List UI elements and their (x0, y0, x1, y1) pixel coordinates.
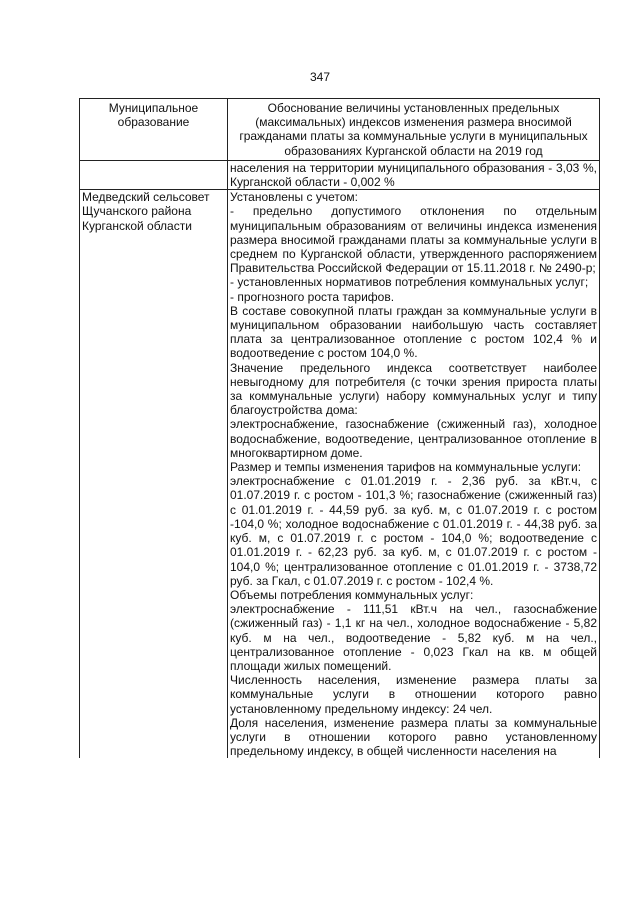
header-justification: Обоснование величины установленных предельных (максимальных) индексов изменения размера вносимой гражданами платы за коммунальные услуги в муниципальных образованиях Курганской области на 2019 год (228, 99, 600, 161)
paragraph-tariffs-heading: Размер и темпы изменения тарифов на коммунальные услуги: (230, 460, 582, 475)
paragraph-basis-intro: Установлены с учетом: (230, 190, 358, 205)
paragraph-largest-share: В составе совокупной платы граждан за коммунальные услуги в муниципальном образовании наибольшую часть составляет плата за централизованное отопление с ростом 102,4 % и водоотведение с ростом 104,0 %. (230, 303, 597, 361)
paragraph-population: Численность населения, изменение размера платы за коммунальные услуги в отношении которого равно установленному предельному индексу: 24 чел. (230, 673, 597, 716)
continuation-row (80, 160, 600, 189)
paragraph-service-set: электроснабжение, газоснабжение (сжиженный газ), холодное водоснабжение, водоотведение, централизованное отопление в многоквартирном доме. (230, 417, 597, 460)
paragraph-tariffs: электроснабжение с 01.01.2019 г. - 2,36 руб. за кВт.ч, с 01.07.2019 г. с ростом - 101,3 %; газоснабжение (сжиженный газ) с 01.01.2019 г. - 44,59 руб. за куб. м, с 01.07.2019 г. с ростом -104,0 %; холодное водоснабжение с 01.01.2019 г. - 44,38 руб. за куб. м, с 01.07.2019 г. с ростом - 104,0 %; водоотведение с 01.01.2019 г. - 62,23 руб. за куб. м, с 01.07.2019 г. с ростом - 104,0 %; централизованное отопление с 01.01.2019 г. - 3738,72 руб. за Гкал, с 01.07.2019 г. с ростом - 102,4 %. (230, 474, 597, 588)
table-row (80, 190, 600, 759)
page-number: 347 (309, 70, 331, 84)
paragraph-tariff-forecast: - прогнозного роста тарифов. (230, 289, 395, 304)
continuation-text-cell: населения на территории муниципального образования - 3,03 %, Курганской области - 0,002 % (228, 160, 600, 189)
justification-table (79, 98, 600, 758)
header-municipality: Муниципальное образование (80, 99, 228, 161)
paragraph-volumes: электроснабжение - 111,51 кВт.ч на чел., газоснабжение (сжиженный газ) - 1,1 кг на чел., холодное водоснабжение - 5,82 куб. м на чел., водоотведение - 5,82 куб. м на чел., централизованное отопление - 0,023 Гкал на кв. м общей площади жилых помещений. (230, 602, 597, 673)
municipality-cell: Медведский сельсовет Щучанского района Курганской области (80, 190, 228, 759)
paragraph-deviation: - предельно допустимого отклонения по отдельным муниципальным образованиям от величины индекса изменения размера вносимой гражданами платы за коммунальные услуги в среднем по Курганской области, утвержденного распоряжением Правительства Российской Федерации от 15.11.2018 г. № 2490-р; (230, 204, 597, 276)
paragraph-norms: - установленных нормативов потребления коммунальных услуг; (230, 275, 589, 290)
paragraph-index-value: Значение предельного индекса соответствует наиболее невыгодному для потребителя (с точки зрения прироста платы за коммунальные услуги) набору коммунальных услуг и типу благоустройства дома: (230, 360, 597, 418)
table-header-row (80, 99, 600, 161)
justification-cell (228, 190, 600, 759)
continuation-municipality-cell (80, 160, 228, 189)
paragraph-volumes-heading: Объемы потребления коммунальных услуг: (230, 587, 474, 602)
paragraph-population-share: Доля населения, изменение размера платы за коммунальные услуги в отношении которого равно установленному предельному индексу, в общей численности населения на (230, 715, 597, 759)
